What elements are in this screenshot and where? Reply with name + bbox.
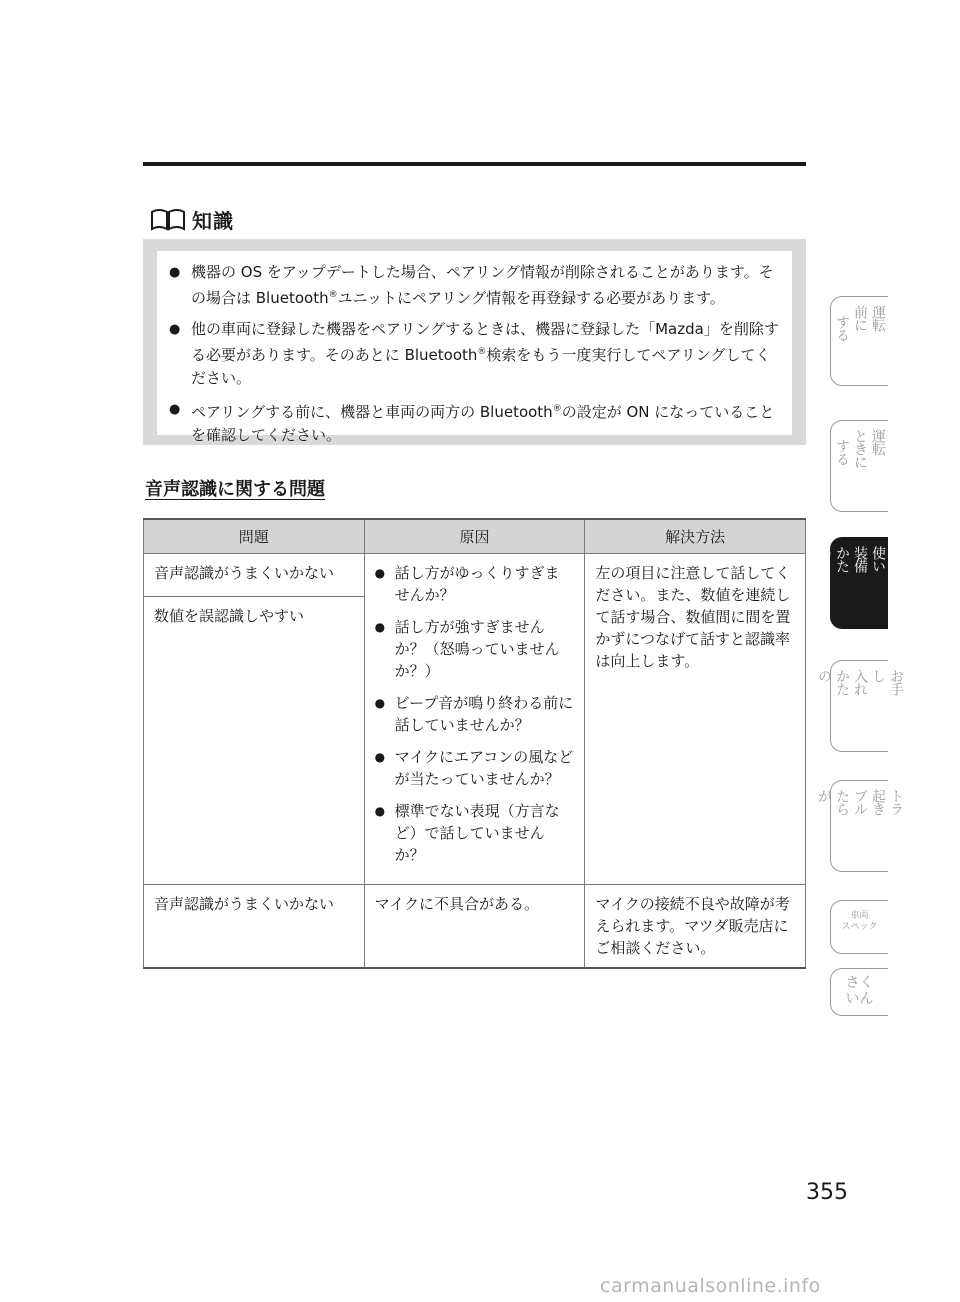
list-item: ● 話し方が強すぎませんか？（怒鳴っていませんか？）: [374, 618, 560, 680]
watermark: carmanualsonline.info: [600, 1275, 821, 1297]
knowledge-item: ● 機器の OS をアップデートした場合、ペアリング情報が削除されることがあります。その場合は Bluetooth®ユニットにペアリング情報を再登録する必要があります。: [169, 261, 782, 310]
table-row: [144, 885, 806, 969]
cause-list: [375, 562, 575, 866]
table-row: [144, 554, 806, 885]
list-item: ● ビープ音が鳴り終わる前に話していませんか？: [374, 694, 574, 734]
header-problem: 問題: [144, 519, 365, 554]
header-cause: 原因: [364, 519, 585, 554]
list-item: ● 標準でない表現（方言など）で話していませんか？: [374, 802, 560, 864]
problem-cell: [144, 554, 365, 885]
side-tab-maintenance[interactable]: お手 し 入れ かた の: [830, 660, 888, 752]
book-icon: [150, 207, 186, 233]
list-item: ● 話し方がゆっくりすぎませんか？: [374, 564, 560, 604]
side-tab-before-driving[interactable]: 運転 前に する: [830, 296, 888, 386]
knowledge-title: 知識: [192, 209, 234, 233]
issues-table: [143, 518, 806, 969]
row-divider: [144, 596, 364, 597]
side-tab-index[interactable]: さく いん: [830, 968, 888, 1016]
knowledge-header: [150, 205, 234, 234]
page-number: 355: [806, 1180, 848, 1205]
knowledge-list: [157, 251, 792, 444]
side-tab-while-driving[interactable]: 運転 ときに する: [830, 420, 888, 512]
section-title: 音声認識に関する問題: [145, 479, 325, 500]
knowledge-item: ● 他の車両に登録した機器をペアリングするときは、機器に登録した「Mazda」を削除する必要があります。そのあとに Bluetooth®検索をもう一度実行してペアリングしてください。: [169, 318, 782, 390]
knowledge-item: ● ペアリングする前に、機器と車両の両方の Bluetooth®の設定が ON になっていることを確認してください。: [169, 398, 782, 447]
solution-cell: マイクの接続不良や故障が考えられます。マツダ販売店にご相談ください。: [585, 885, 806, 969]
side-tab-specs[interactable]: 車両 スペック: [830, 900, 888, 954]
table-header-row: [144, 519, 806, 554]
cause-cell: [364, 554, 585, 885]
problem-cell: 音声認識がうまくいかない: [144, 885, 365, 969]
bullet: ●: [169, 322, 181, 337]
bullet: ●: [169, 402, 181, 417]
side-tab-comfort-equipment[interactable]: 快適 使い 装備 かた の: [830, 537, 888, 629]
bullet: ●: [169, 265, 181, 280]
top-rule: [143, 162, 806, 166]
header-solution: 解決方法: [585, 519, 806, 554]
problem-text: 音声認識がうまくいかない: [154, 564, 335, 582]
knowledge-box: [143, 239, 806, 445]
cause-cell: マイクに不具合がある。: [364, 885, 585, 969]
solution-cell: 左の項目に注意して話してください。また、数値を連続して話す場合、数値間に間を置かずにつなげて話すと認識率は向上します。: [585, 554, 806, 885]
side-tab-troubleshooting[interactable]: トラ 起き ブル たら が: [830, 780, 888, 872]
list-item: ● マイクにエアコンの風などが当たっていませんか？: [374, 748, 574, 788]
problem-text: 数値を誤認識しやすい: [154, 607, 305, 625]
